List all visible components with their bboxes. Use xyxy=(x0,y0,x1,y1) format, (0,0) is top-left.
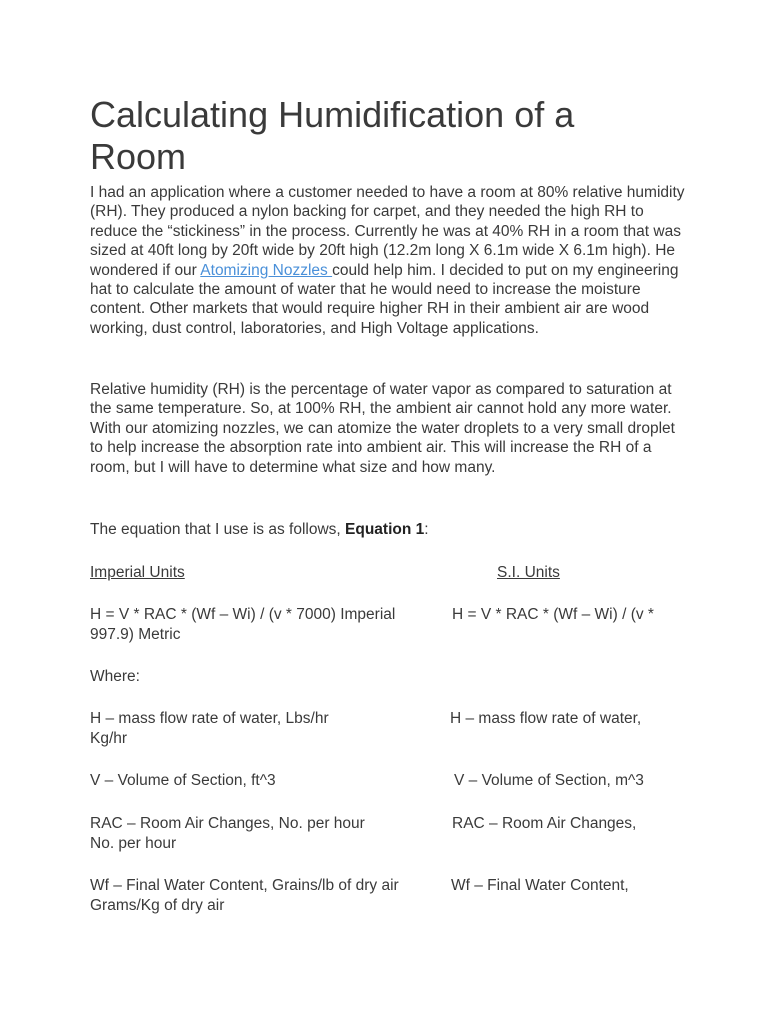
intro-text-start: I had an application where a customer needed to have a room at 80% relative humidity (RH). They produced a nylon backing for carpet, and they needed the high RH to reduce the “stickiness” in the process. Currently he was at 40% RH in a room that was sized at 40ft long by 20ft wide by 20ft high (12.2m long X 6.1m wide X 6.1m high). He wondered if our xyxy=(90,184,685,279)
rac-si-definition: RAC – Room Air Changes, xyxy=(452,815,637,832)
equation-si: H = V * RAC * (Wf – Wi) / (v * xyxy=(452,606,654,623)
equation-1-label: Equation 1 xyxy=(345,521,425,538)
intro-paragraph xyxy=(90,183,686,338)
wf-imperial-definition: Wf – Final Water Content, Grains/lb of dry air xyxy=(90,877,399,894)
v-si-definition: V – Volume of Section, m^3 xyxy=(454,772,644,789)
h-si-definition: H – mass flow rate of water, xyxy=(450,710,642,727)
si-units-heading: S.I. Units xyxy=(497,564,560,581)
atomizing-nozzles-link[interactable]: Atomizing Nozzles xyxy=(200,261,333,279)
wf-si-definition: Wf – Final Water Content, xyxy=(451,877,629,894)
imperial-units-heading: Imperial Units xyxy=(90,564,185,581)
equation-intro-colon: : xyxy=(424,521,429,538)
rac-imperial-definition: RAC – Room Air Changes, No. per hour xyxy=(90,815,365,832)
wf-si-definition-continued: Grams/Kg of dry air xyxy=(90,897,225,914)
v-imperial-definition: V – Volume of Section, ft^3 xyxy=(90,772,276,789)
where-label: Where: xyxy=(90,668,140,685)
rh-definition-paragraph: Relative humidity (RH) is the percentage of water vapor as compared to saturation at the same temperature. So, at 100% RH, the ambient air cannot hold any more water. With our atomizing nozzles, we can atomize the water droplets to a very small droplet to help increase the absorption rate into ambient air. This will increase the RH of a room, but I will have to determine what size and how many. xyxy=(90,381,675,476)
rac-si-definition-continued: No. per hour xyxy=(90,835,177,852)
equation-intro-paragraph xyxy=(90,520,686,539)
intro-text-end: could help him. I decided to put on my engineering hat to calculate the amount of water that he would need to increase the moisture content. Other markets that would require higher RH in their ambient air are wood working, dust control, laboratories, and High Voltage applications. xyxy=(90,261,679,337)
equation-intro-text: The equation that I use is as follows, xyxy=(90,521,346,538)
article-title: Calculating Humidification of a Room xyxy=(90,94,575,177)
equation-si-continued: 997.9) Metric xyxy=(90,626,181,643)
equation-imperial: H = V * RAC * (Wf – Wi) / (v * 7000) Imperial xyxy=(90,606,396,623)
h-imperial-definition: H – mass flow rate of water, Lbs/hr xyxy=(90,710,329,727)
h-si-definition-continued: Kg/hr xyxy=(90,730,128,747)
